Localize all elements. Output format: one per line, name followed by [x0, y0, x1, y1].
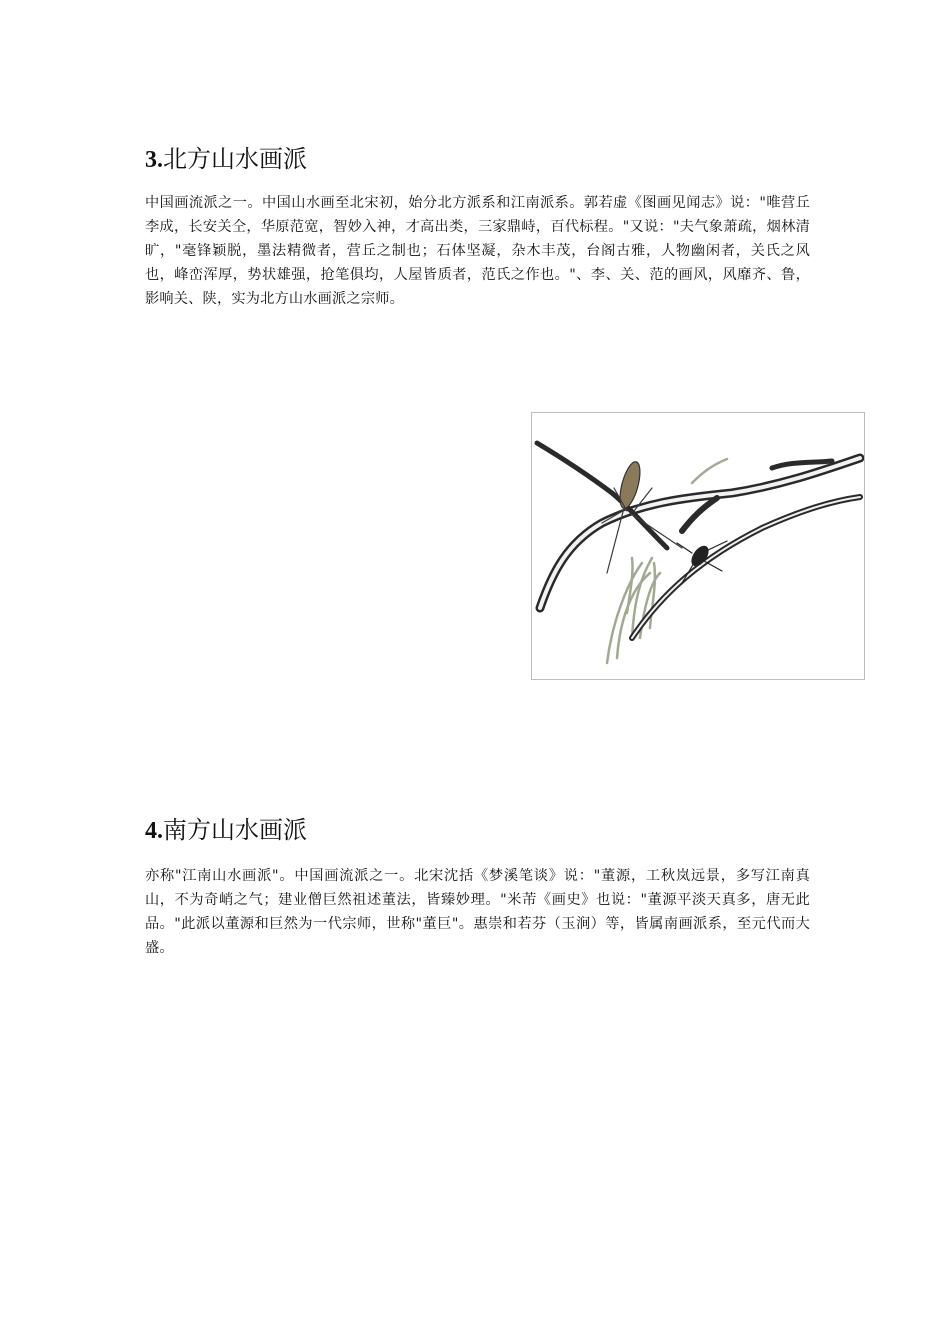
section-number: 3. — [145, 147, 163, 173]
section-title: 北方山水画派 — [163, 145, 307, 173]
section-number: 4. — [145, 818, 163, 844]
section-heading — [145, 814, 810, 847]
section-heading — [145, 143, 810, 176]
ink-painting-image — [531, 412, 865, 680]
section-title: 南方山水画派 — [163, 816, 307, 844]
section-northern-school — [145, 143, 810, 311]
section-paragraph: 中国画流派之一。中国山水画至北宋初，始分北方派系和江南派系。郭若虚《图画见闻志》说："唯营丘李成，长安关仝，华原范宽，智妙入神，才高出类，三家鼎峙，百代标程。"又说："夫气象萧疏，烟林清旷，"毫锋颖脱，墨法精微者，营丘之制也；石体坚凝，杂木丰茂，台阁古雅，人物幽闲者，关氏之风也，峰峦浑厚，势状雄强，抢笔俱均，人屋皆质者，范氏之作也。"、李、关、范的画风，风靡齐、鲁，影响关、陕，实为北方山水画派之宗师。 — [145, 195, 810, 307]
section-southern-school — [145, 814, 810, 960]
section-paragraph: 亦称"江南山水画派"。中国画流派之一。北宋沈括《梦溪笔谈》说："董源，工秋岚远景，多写江南真山，不为奇峭之气；建业僧巨然祖述董法，皆臻妙理。"米芾《画史》也说："董源平淡天真多，唐无此品。"此派以董源和巨然为一代宗师，世称"董巨"。惠崇和若芬（玉涧）等，皆属南画派系，至元代而大盛。 — [145, 868, 810, 956]
